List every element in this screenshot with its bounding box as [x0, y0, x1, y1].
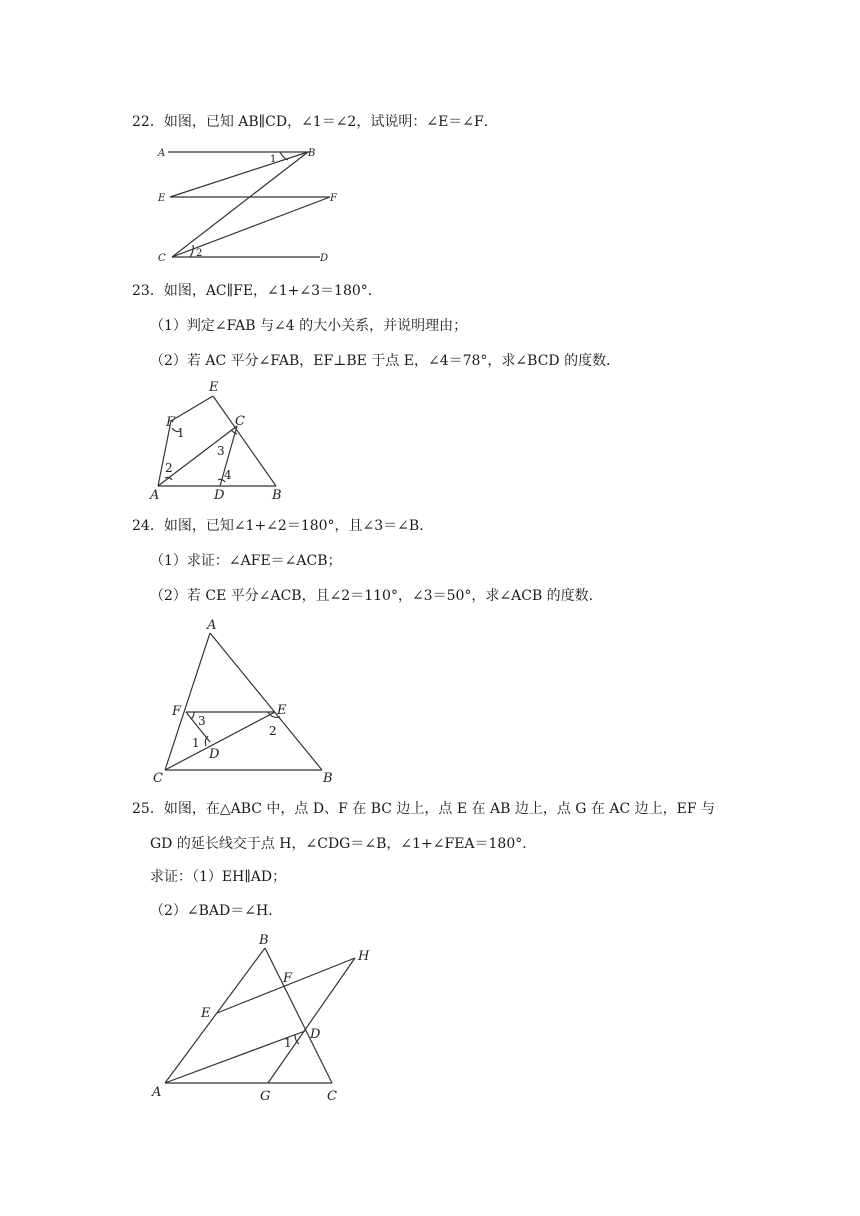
q24-part1: （1）求证：∠AFE＝∠ACB； [150, 553, 342, 569]
q25-label-G: G [260, 1089, 271, 1104]
q23-angle-3: 3 [217, 444, 225, 458]
q22-label-F: F [330, 193, 337, 204]
q23-label-E: E [209, 380, 219, 395]
q25-label-A: A [152, 1085, 162, 1100]
q23-angle-2: 2 [165, 461, 173, 475]
q25-part2: （2）∠BAD＝∠H． [150, 903, 283, 919]
q24-label-A: A [207, 618, 217, 633]
q22-label-C: C [158, 253, 166, 264]
q25-stem-line1: 25．如图，在△ABC 中，点 D、F 在 BC 边上，点 E 在 AB 边上，点 G 在 AC 边上，EF 与 [132, 801, 716, 817]
q23-stem: 23．如图，AC∥FE，∠1+∠3＝180°． [132, 283, 382, 299]
q22-angle-1: 1 [270, 154, 277, 165]
q25-label-E: E [201, 1006, 211, 1021]
q23-label-C: C [235, 414, 245, 429]
q22-stem: 22．如图，已知 AB∥CD，∠1＝∠2，试说明：∠E＝∠F． [132, 114, 498, 130]
q22-angle-2: 2 [196, 248, 203, 259]
q25-label-D: D [310, 1027, 321, 1042]
q23-part2: （2）若 AC 平分∠FAB，EF⊥BE 于点 E，∠4＝78°，求∠BCD 的度数． [150, 353, 621, 369]
q23-label-F: F [166, 415, 176, 430]
q23-part1: （1）判定∠FAB 与∠4 的大小关系，并说明理由； [150, 318, 468, 334]
q25-label-C: C [327, 1089, 337, 1104]
q25-label-F: F [283, 971, 293, 986]
q23-label-A: A [150, 488, 160, 503]
q25-angle-1: 1 [284, 1036, 292, 1050]
q22-label-E: E [158, 193, 166, 204]
q25-part1: 求证：（1）EH∥AD； [150, 869, 287, 885]
q24-angle-3: 3 [198, 714, 206, 728]
q24-label-B: B [323, 771, 333, 786]
q25-figure [145, 928, 385, 1108]
q24-label-E: E [277, 703, 287, 718]
q24-label-D: D [209, 747, 220, 762]
q23-angle-4: 4 [224, 468, 232, 482]
q24-label-F: F [172, 704, 182, 719]
q24-angle-2: 2 [269, 724, 277, 738]
q23-label-D: D [214, 488, 225, 503]
q23-angle-1: 1 [177, 426, 185, 440]
q24-part2: （2）若 CE 平分∠ACB，且∠2＝110°，∠3＝50°，求∠ACB 的度数． [150, 588, 603, 604]
q22-label-A: A [158, 148, 166, 159]
q25-label-H: H [358, 949, 370, 964]
q24-angle-1: 1 [192, 736, 200, 750]
q24-stem: 24．如图，已知∠1+∠2＝180°，且∠3＝∠B． [132, 518, 434, 534]
q22-figure [150, 140, 350, 270]
q22-label-D: D [320, 253, 329, 264]
q24-label-C: C [153, 771, 163, 786]
q23-label-B: B [272, 488, 282, 503]
q23-figure [145, 378, 295, 503]
q25-label-B: B [259, 933, 269, 948]
q24-figure [150, 615, 350, 785]
q22-label-B: B [308, 148, 316, 159]
q25-stem-line2: GD 的延长线交于点 H，∠CDG＝∠B，∠1+∠FEA＝180°． [150, 836, 537, 852]
